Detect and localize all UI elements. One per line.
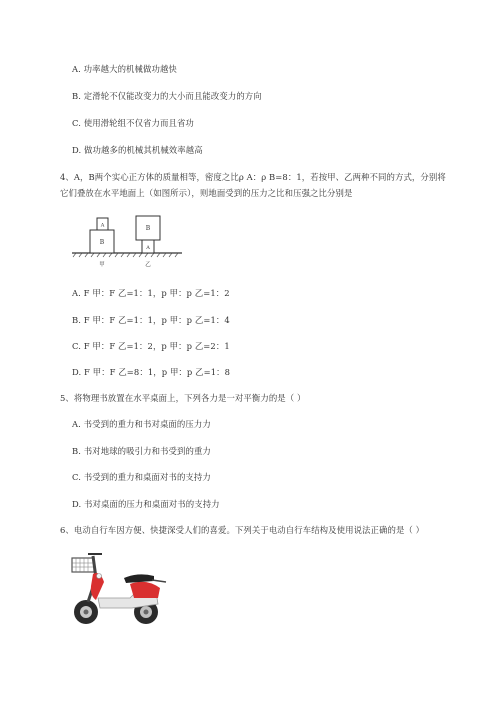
ground-line <box>72 253 182 257</box>
label-jia: 甲 <box>99 262 105 268</box>
jia-block-a-label: A <box>100 222 105 229</box>
yi-block-b-label: B <box>145 225 151 232</box>
q3-option-c: C. 使用滑轮组不仅省力而且省功 <box>72 118 194 128</box>
q4-stem-line2: 它们叠放在水平地面上（如图所示），则地面受到的压力之比和压强之比分别是 <box>60 188 353 198</box>
label-yi: 乙 <box>145 262 151 268</box>
yi-block-a-label: A <box>146 245 150 251</box>
q5-option-a: A. 书受到的重力和书对桌面的压力力 <box>72 419 211 429</box>
electric-bicycle-image <box>66 548 170 630</box>
jia-block-b-label: B <box>99 239 105 246</box>
q5-option-c: C. 书受到的重力和桌面对书的支持力 <box>72 472 211 482</box>
q4-option-a: A. F 甲：F 乙=1：1，p 甲：p 乙=1：2 <box>72 288 230 298</box>
q4-option-b: B. F 甲：F 乙=1：1，p 甲：p 乙=1：4 <box>72 315 230 325</box>
q4-option-d: D. F 甲：F 乙=8：1，p 甲：p 乙=1：8 <box>72 367 231 377</box>
stacked-cubes-figure <box>72 213 182 275</box>
q6-stem: 6、电动自行车因方便、快捷深受人们的喜爱。下列关于电动自行车结构及使用说法正确的是（ ） <box>60 525 425 535</box>
q3-option-a: A. 功率越大的机械做功越快 <box>72 64 177 74</box>
q4-option-c: C. F 甲：F 乙=1：2，p 甲：p 乙=2：1 <box>72 341 230 351</box>
q3-option-b: B. 定滑轮不仅能改变力的大小而且能改变力的方向 <box>72 91 262 101</box>
q3-option-d: D. 做功越多的机械其机械效率越高 <box>72 145 203 155</box>
q4-stem-line1: 4、A，B两个实心正方体的质量相等，密度之比ρ A：ρ B=8：1，若按甲、乙两种不同的方式，分别将 <box>60 172 446 182</box>
q5-stem: 5、将物理书放置在水平桌面上，下列各力是一对平衡力的是（ ） <box>60 393 306 403</box>
q5-option-b: B. 书对地球的吸引力和书受到的重力 <box>72 446 211 456</box>
q5-option-d: D. 书对桌面的压力和桌面对书的支持力 <box>72 499 220 509</box>
